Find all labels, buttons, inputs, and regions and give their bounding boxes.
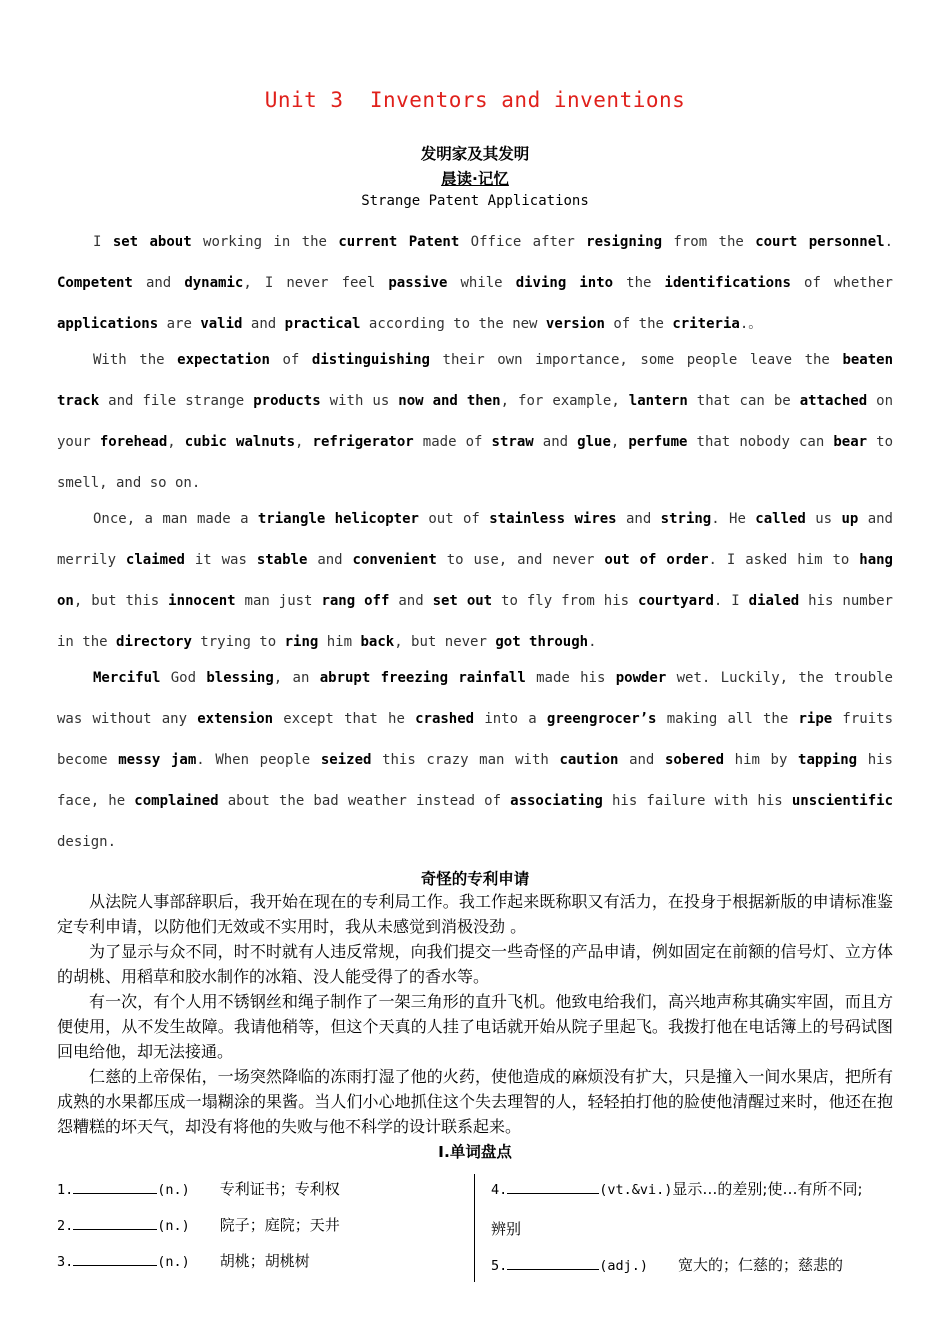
vocab-meaning: 院子；庭院；天井 [219, 1216, 340, 1234]
key-term: perfume [628, 434, 688, 450]
key-term: hang on [57, 552, 893, 609]
vocab-number: 2. [57, 1218, 74, 1234]
key-term: complained [134, 793, 219, 809]
answer-blank[interactable] [73, 1253, 157, 1266]
vocab-number: 3. [57, 1254, 74, 1270]
key-term: bear [833, 434, 868, 450]
section-label [0, 167, 950, 189]
key-term: lantern [628, 393, 688, 409]
passage-text: it was [184, 552, 257, 568]
key-term: caution [559, 752, 619, 768]
translation-paragraph: 仁慈的上帝保佑，一场突然降临的冻雨打湿了他的火药，使他造成的麻烦没有扩大，只是撞入一间水果店，把所有成熟的水果都压成一塌糊涂的果酱。当人们小心地抓住这个失去理智的人，轻轻拍打他的脸使他清醒过来时，他还在抱怨糟糕的坏天气，却没有将他的失败与他不科学的设计联系起来。 [57, 1067, 893, 1136]
key-term: resigning [586, 234, 663, 250]
key-term: passive [388, 275, 448, 291]
key-term: criteria [672, 316, 740, 332]
translation-paragraph: 为了显示与众不同，时不时就有人违反常规，向我们提交一些奇怪的产品申请，例如固定在前额的信号灯、立方体的胡桃、用稻草和胶水制作的冰箱、没人能受得了的香水等。 [57, 942, 893, 986]
key-term: diving into [515, 275, 614, 291]
key-term: unscientific [791, 793, 894, 809]
key-term: current Patent [338, 234, 460, 250]
passage-text: . [884, 234, 894, 250]
key-term: seized [320, 752, 372, 768]
unit-title: Unit 3 Inventors and inventions [264, 88, 686, 112]
unit-subtitle: 发明家及其发明 [420, 145, 530, 163]
passage-text: their own importance, some people leave the [429, 352, 843, 368]
key-term: courtyard [638, 593, 714, 609]
passage-text: , an [273, 670, 320, 686]
translation-paragraph: 从法院人事部辞职后，我开始在现在的专利局工作。我工作起来既称职又有活力，在投身于根据新版的申请标准鉴定专利申请，以防他们无效或不实用时，我从未感觉到消极没劲 。 [57, 892, 893, 936]
passage-text: about the bad weather instead of [218, 793, 511, 809]
vocab-pos: (n.) [157, 1182, 190, 1198]
key-term: cubic walnuts [184, 434, 296, 450]
passage-text: with us [320, 393, 399, 409]
key-term: tapping [798, 752, 858, 768]
passage-text: him by [724, 752, 799, 768]
key-term: messy jam [118, 752, 197, 768]
passage-text: . [588, 634, 597, 650]
passage-text: wet. Luckily, the trouble was without any [57, 670, 893, 727]
answer-blank[interactable] [73, 1217, 157, 1230]
key-term: refrigerator [312, 434, 414, 450]
key-term: abrupt freezing rainfall [319, 670, 526, 686]
passage-text: , but this [73, 593, 169, 609]
chinese-translation [57, 889, 893, 1139]
passage-text: and [242, 316, 285, 332]
english-passage [57, 222, 893, 858]
key-term: Merciful [93, 670, 161, 686]
key-term: products [253, 393, 321, 409]
passage-text: that can be [687, 393, 800, 409]
answer-blank[interactable] [507, 1181, 599, 1194]
vocab-pos: (adj.) [599, 1258, 649, 1274]
key-term: directory [116, 634, 192, 650]
key-term: back [360, 634, 395, 650]
key-term: innocent [168, 593, 236, 609]
passage-text: I [93, 234, 113, 250]
key-term: distinguishing [311, 352, 430, 368]
passage-text: .。 [739, 316, 763, 332]
passage-text: and merrily [57, 511, 893, 568]
passage-text: made his [525, 670, 616, 686]
vocab-item [57, 1178, 340, 1199]
key-term: straw [491, 434, 534, 450]
passage-text: Once, a man made a [93, 511, 258, 527]
key-term: sobered [665, 752, 725, 768]
key-term: stable [256, 552, 308, 568]
passage-text: and [618, 752, 665, 768]
passage-text: man just [235, 593, 322, 609]
key-term: attached [799, 393, 868, 409]
passage-text: God [160, 670, 207, 686]
vocab-item [57, 1214, 340, 1235]
passage-text: making all the [656, 711, 799, 727]
passage-text: his number in the [57, 593, 893, 650]
section-label-text: 晨读·记忆 [441, 170, 509, 188]
passage-paragraph [57, 658, 893, 863]
key-term: set about [112, 234, 192, 250]
passage-text: him [318, 634, 361, 650]
passage-paragraph [57, 499, 893, 663]
key-term: valid [200, 316, 243, 332]
key-term: claimed [125, 552, 185, 568]
key-term: crashed [415, 711, 475, 727]
vocab-pos: (n.) [157, 1218, 190, 1234]
passage-text: and [533, 434, 578, 450]
passage-text: from the [662, 234, 756, 250]
passage-text: his face, he [57, 752, 893, 809]
key-term: forehead [99, 434, 168, 450]
vocab-number: 4. [491, 1182, 508, 1198]
key-term: got through [495, 634, 589, 650]
passage-text: , [610, 434, 629, 450]
passage-text: according to the new [360, 316, 546, 332]
key-term: practical [284, 316, 361, 332]
vocab-meaning-continued: 辨别 [491, 1220, 522, 1238]
passage-text: . When people [196, 752, 321, 768]
passage-text: , [295, 434, 313, 450]
passage-text: into a [474, 711, 547, 727]
passage-text: this crazy man with [371, 752, 560, 768]
answer-blank[interactable] [73, 1181, 157, 1194]
vocab-number: 5. [491, 1258, 508, 1274]
passage-text: on your [57, 393, 893, 450]
passage-text: made of [413, 434, 492, 450]
passage-text: and [132, 275, 185, 291]
passage-text: trying to [191, 634, 285, 650]
passage-text: of [269, 352, 312, 368]
vocab-meaning: 宽大的；仁慈的；慈悲的 [678, 1256, 844, 1274]
key-term: triangle helicopter [257, 511, 419, 527]
key-term: up [841, 511, 859, 527]
passage-text: us [805, 511, 842, 527]
vocab-meaning: 专利证书；专利权 [219, 1180, 340, 1198]
passage-text: . I [713, 593, 749, 609]
passage-text: and [616, 511, 661, 527]
passage-text: and [389, 593, 433, 609]
vocab-pos: (n.) [157, 1254, 190, 1270]
passage-text: out of [418, 511, 490, 527]
vocab-item [57, 1250, 310, 1271]
vocab-number: 1. [57, 1182, 74, 1198]
vocab-item [491, 1178, 863, 1199]
passage-text: and file strange [99, 393, 254, 409]
passage-paragraph [57, 222, 893, 345]
passage-text: . He [711, 511, 756, 527]
key-term: associating [510, 793, 603, 809]
vocab-item [491, 1254, 843, 1275]
passage-text: . I asked him to [708, 552, 860, 568]
vocab-meaning: 显示…的差别;使…有所不同; [672, 1180, 863, 1198]
key-term: string [660, 511, 712, 527]
passage-title: Strange Patent Applications [361, 193, 589, 209]
key-term: now and then [398, 393, 501, 409]
key-term: court personnel [755, 234, 885, 250]
key-term: greengrocer’s [546, 711, 657, 727]
key-term: out of order [604, 552, 709, 568]
key-term: powder [615, 670, 667, 686]
answer-blank[interactable] [507, 1257, 599, 1270]
key-term: dynamic [184, 275, 244, 291]
passage-text: to use, and never [436, 552, 605, 568]
key-term: rang off [321, 593, 390, 609]
key-term: blessing [206, 670, 274, 686]
key-term: beaten track [57, 352, 894, 409]
key-term: called [755, 511, 806, 527]
passage-text: while [447, 275, 516, 291]
passage-text: are [158, 316, 201, 332]
key-term: extension [197, 711, 274, 727]
passage-text: except that he [273, 711, 416, 727]
key-term: set out [432, 593, 493, 609]
passage-text: that nobody can [687, 434, 834, 450]
passage-text: his failure with his [602, 793, 792, 809]
translation-title: 奇怪的专利申请 [420, 870, 530, 888]
key-term: glue [577, 434, 611, 450]
passage-text: , [167, 434, 185, 450]
key-term: Competent [57, 275, 133, 291]
vocab-pos: (vt.&vi.) [599, 1182, 673, 1198]
passage-text: With the [93, 352, 178, 368]
key-term: stainless wires [489, 511, 617, 527]
passage-text: , I never feel [243, 275, 389, 291]
vocab-heading: I.单词盘点 [438, 1143, 512, 1161]
key-term: expectation [177, 352, 270, 368]
key-term: convenient [352, 552, 437, 568]
passage-text: , but never [394, 634, 496, 650]
passage-paragraph [57, 340, 893, 504]
passage-text: of whether [790, 275, 893, 291]
key-term: ripe [798, 711, 833, 727]
key-term: applications [57, 316, 159, 332]
passage-text: Office after [459, 234, 587, 250]
passage-text: , for example, [500, 393, 629, 409]
passage-text: working in the [191, 234, 339, 250]
passage-text: to smell, and so on. [57, 434, 894, 491]
passage-text: of the [604, 316, 673, 332]
vocab-meaning: 胡桃；胡桃树 [219, 1252, 310, 1270]
column-divider [474, 1174, 475, 1282]
passage-text: and [307, 552, 353, 568]
key-term: identifications [664, 275, 791, 291]
key-term: version [545, 316, 605, 332]
passage-text: design. [57, 834, 117, 850]
passage-text: fruits become [57, 711, 894, 768]
key-term: ring [284, 634, 319, 650]
translation-paragraph: 有一次，有个人用不锈钢丝和绳子制作了一架三角形的直升飞机。他致电给我们，高兴地声称其确实牢固，而且方便使用，从不发生故障。我请他稍等，但这个天真的人挂了电话就开始从院子里起飞。我拨打他在电话簿上的号码试图回电给他，却无法接通。 [57, 992, 893, 1061]
key-term: dialed [748, 593, 800, 609]
passage-text: the [613, 275, 665, 291]
passage-text: to fly from his [492, 593, 639, 609]
